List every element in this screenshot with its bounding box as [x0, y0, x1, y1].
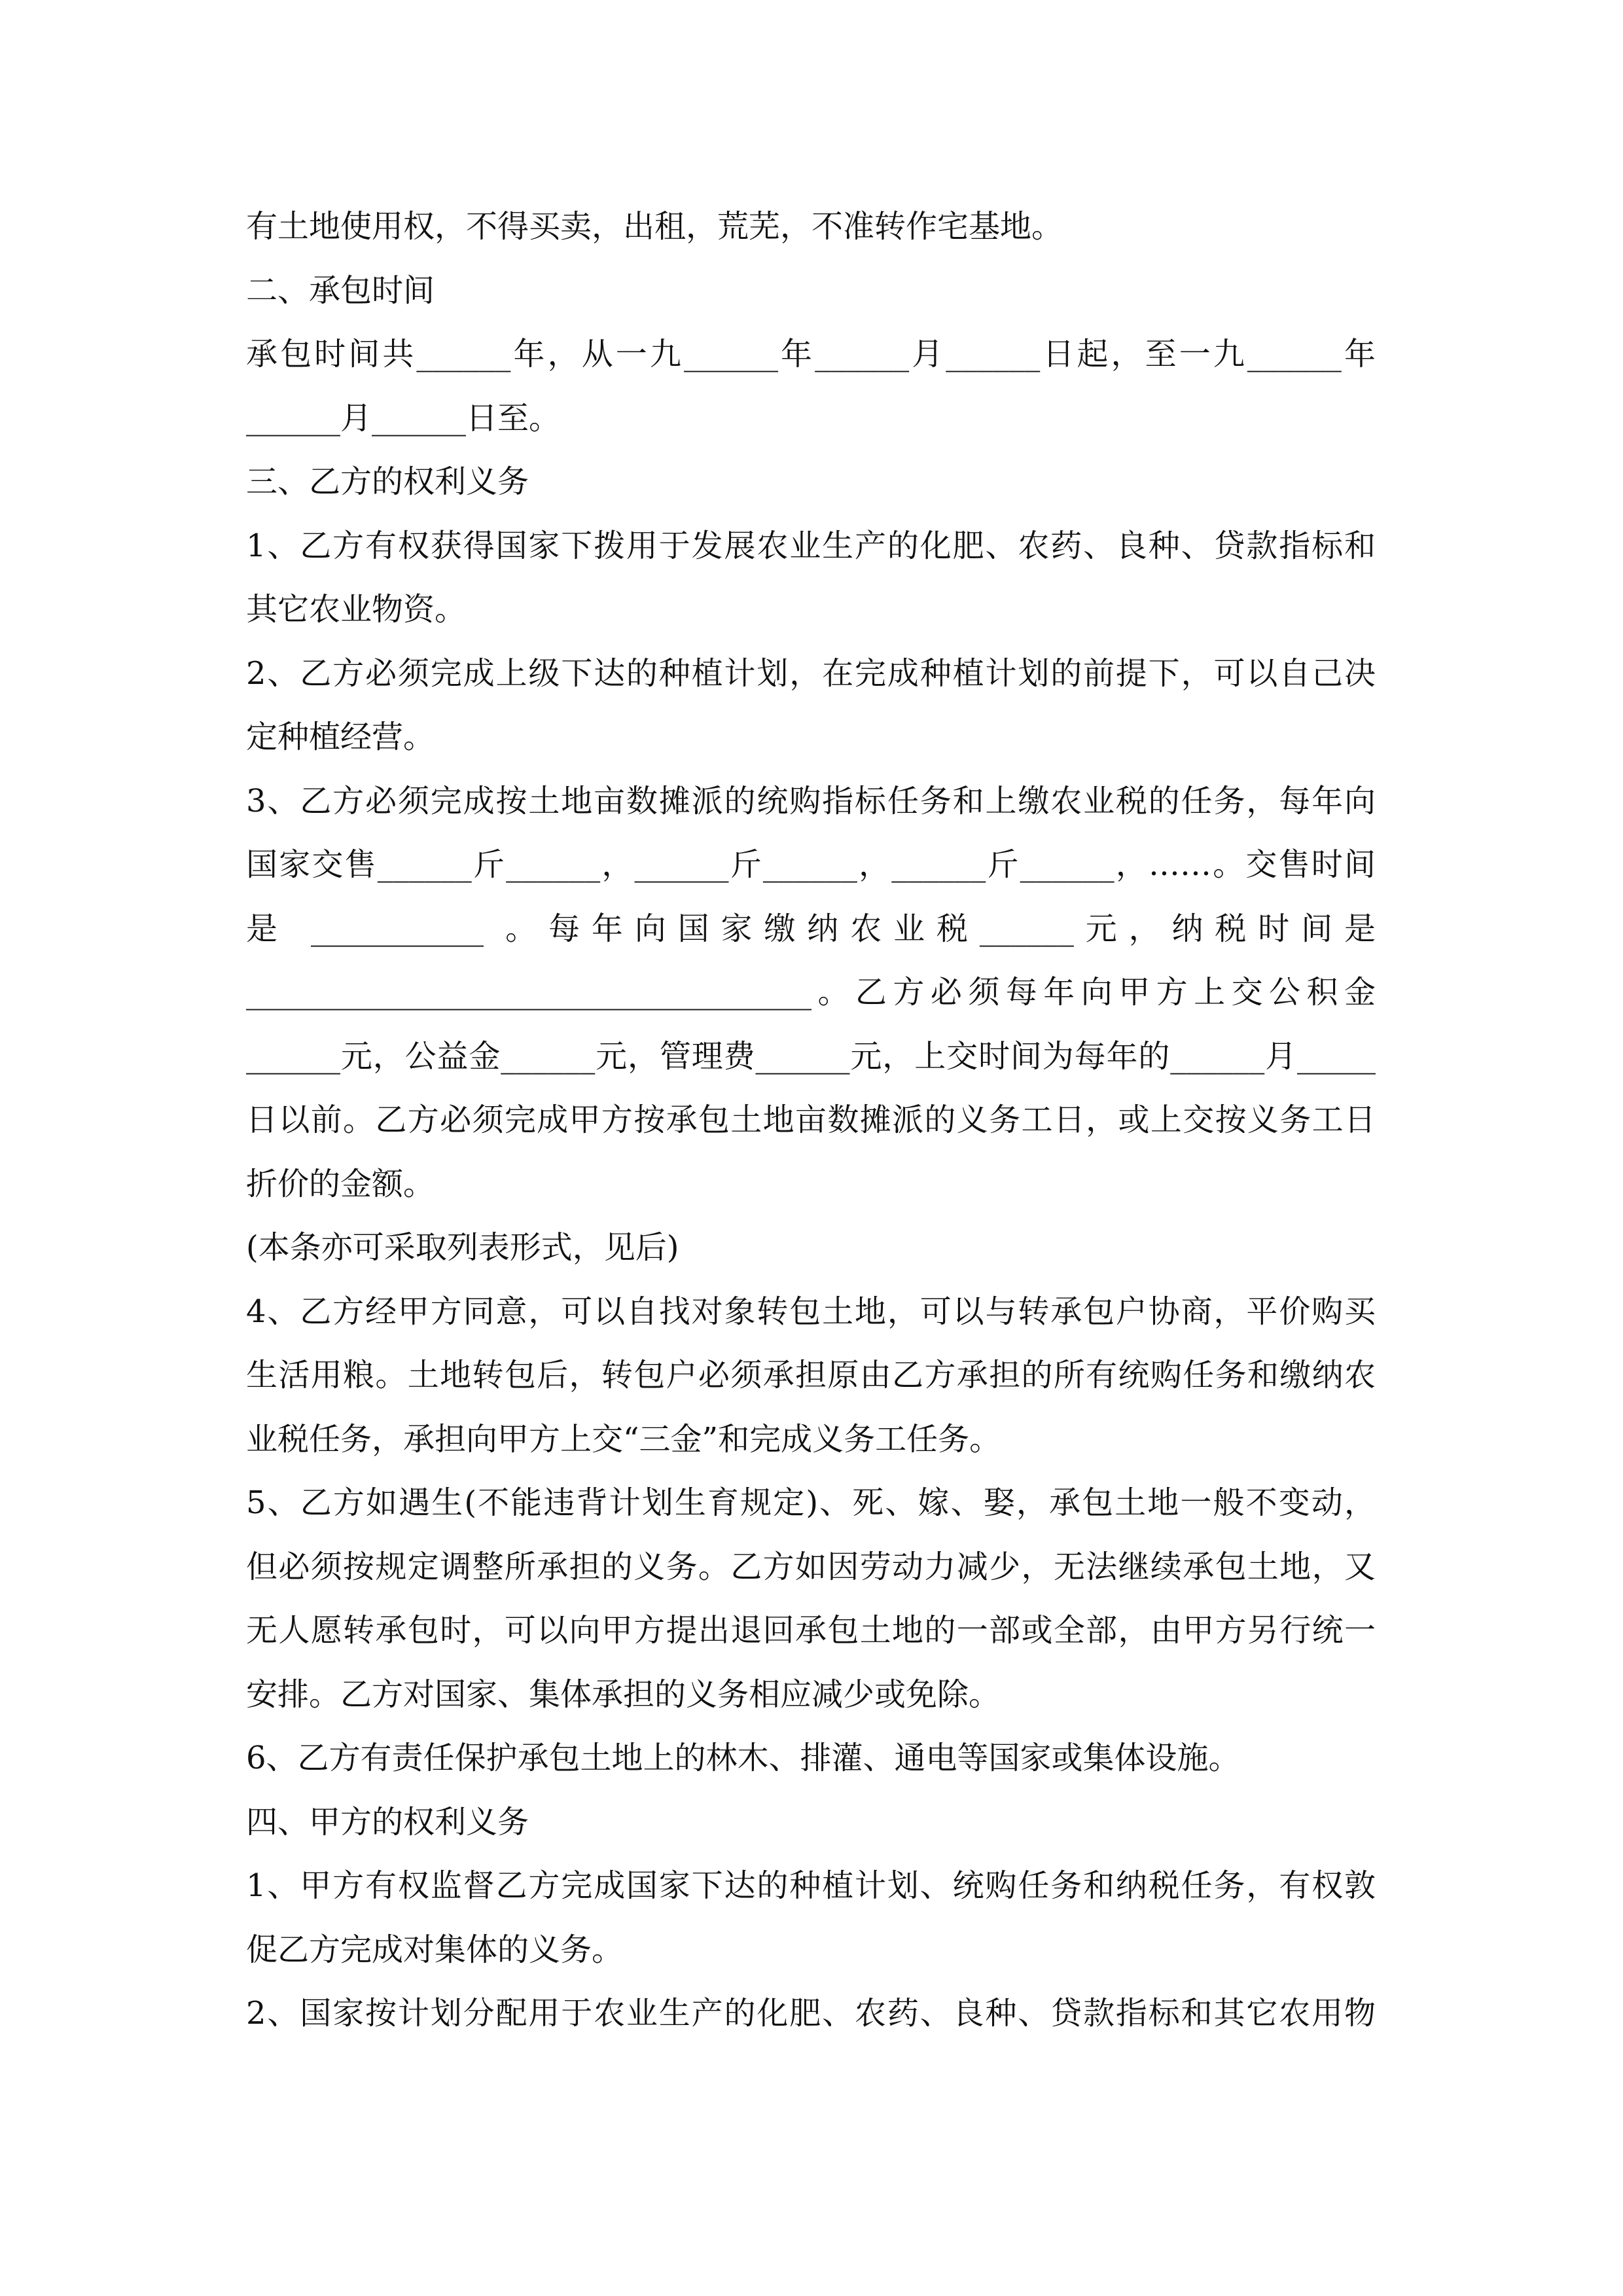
text-line: 2、国家按计划分配用于农业生产的化肥、农药、良种、贷款指标和其它农用物: [246, 1995, 1376, 2032]
text-line: 生活用粮。土地转包后，转包户必须承担原由乙方承担的所有统购任务和缴纳农: [246, 1357, 1376, 1393]
text-line: ______元，公益金______元，管理费______元，上交时间为每年的______月_____: [246, 1037, 1376, 1075]
text-line: 3、乙方必须完成按土地亩数摊派的统购指标任务和上缴农业税的任务，每年向: [246, 782, 1376, 819]
document-body: [246, 195, 1376, 2046]
text-line: 日以前。乙方必须完成甲方按承包土地亩数摊派的义务工日，或上交按义务工日: [246, 1102, 1376, 1138]
text-line: 国家交售______斤______，______斤______，______斤______，……。交售时间: [246, 846, 1376, 883]
text-line: 4、乙方经甲方同意，可以自找对象转包土地，可以与转承包户协商，平价购买: [246, 1293, 1376, 1330]
text-line: (本条亦可采取列表形式，见后): [246, 1229, 679, 1266]
text-line: 无人愿转承包时，可以向甲方提出退回承包土地的一部或全部，由甲方另行统一: [246, 1612, 1376, 1649]
text-line: 5、乙方如遇生(不能违背计划生育规定)、死、嫁、娶，承包土地一般不变动，: [246, 1484, 1376, 1521]
text-line: 1、甲方有权监督乙方完成国家下达的种植计划、统购任务和纳税任务，有权敦: [246, 1867, 1376, 1904]
text-line: 安排。乙方对国家、集体承担的义务相应减少或免除。: [246, 1676, 1001, 1713]
text-line: 三、乙方的权利义务: [246, 463, 529, 500]
text-line: 但必须按规定调整所承担的义务。乙方如因劳动力减少，无法继续承包土地，又: [246, 1548, 1376, 1585]
text-line: 是 ___________ 。每年向国家缴纳农业税______元，纳税时间是: [246, 910, 1376, 947]
text-line: 其它农业物资。: [246, 591, 467, 628]
text-line: 承包时间共______年，从一九______年______月______日起，至一九______年: [246, 336, 1376, 372]
text-line: 促乙方完成对集体的义务。: [246, 1931, 624, 1968]
text-line: 6、乙方有责任保护承包土地上的林木、排灌、通电等国家或集体设施。: [246, 1740, 1240, 1776]
text-line: 四、甲方的权利义务: [246, 1803, 529, 1840]
text-line: 二、承包时间: [246, 272, 435, 309]
text-line: 2、乙方必须完成上级下达的种植计划，在完成种植计划的前提下，可以自己决: [246, 655, 1376, 692]
text-line: 业税任务，承担向甲方上交“三金”和完成义务工任务。: [246, 1420, 1001, 1458]
text-line: 折价的金额。: [246, 1165, 435, 1202]
text-line: 定种植经营。: [246, 719, 435, 755]
text-line: ____________________________________。乙方必须每年向甲方上交公积金: [246, 974, 1376, 1011]
text-line: ______月______日至。: [246, 399, 561, 437]
text-line: 1、乙方有权获得国家下拨用于发展农业生产的化肥、农药、良种、贷款指标和: [246, 527, 1376, 564]
text-line: 有土地使用权，不得买卖，出租，荒芜，不准转作宅基地。: [246, 208, 1063, 245]
